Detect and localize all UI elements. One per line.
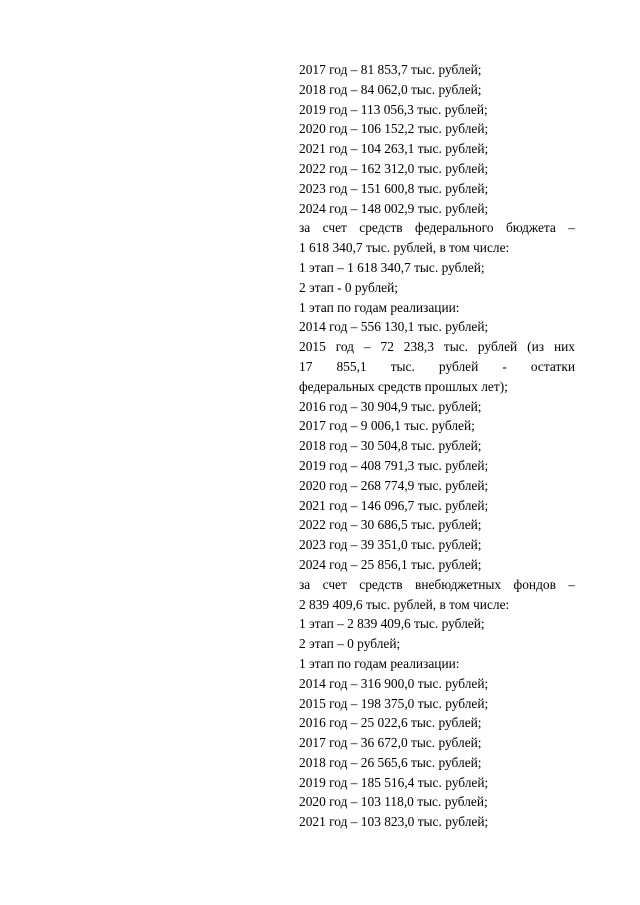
text-line: 2015 год – 198 375,0 тыс. рублей; bbox=[299, 695, 489, 711]
text-line: 2022 год – 30 686,5 тыс. рублей; bbox=[299, 517, 482, 533]
text-line: 2019 год – 408 791,3 тыс. рублей; bbox=[299, 457, 489, 473]
text-line: 2016 год – 30 904,9 тыс. рублей; bbox=[299, 398, 482, 414]
text-line: 2021 год – 103 823,0 тыс. рублей; bbox=[299, 814, 489, 830]
text-line: 2024 год – 25 856,1 тыс. рублей; bbox=[299, 556, 482, 572]
text-line: 2022 год – 162 312,0 тыс. рублей; bbox=[299, 160, 489, 176]
text-line: 1 этап по годам реализации: bbox=[299, 655, 460, 671]
text-line: 2014 год – 316 900,0 тыс. рублей; bbox=[299, 675, 489, 691]
text-line: 1 этап – 1 618 340,7 тыс. рублей; bbox=[299, 259, 485, 275]
text-line: федеральных средств прошлых лет); bbox=[299, 378, 508, 394]
text-line: 1 618 340,7 тыс. рублей, в том числе: bbox=[299, 240, 510, 256]
text-line: за счет средств внебюджетных фондов – bbox=[299, 576, 575, 592]
text-line: 2018 год – 30 504,8 тыс. рублей; bbox=[299, 438, 482, 454]
text-line: 2014 год – 556 130,1 тыс. рублей; bbox=[299, 319, 489, 335]
text-line: за счет средств федерального бюджета – bbox=[299, 220, 575, 236]
text-line: 2021 год – 104 263,1 тыс. рублей; bbox=[299, 141, 489, 157]
text-line: 2018 год – 84 062,0 тыс. рублей; bbox=[299, 81, 482, 97]
text-line: 2021 год – 146 096,7 тыс. рублей; bbox=[299, 497, 489, 513]
text-line: 1 этап – 2 839 409,6 тыс. рублей; bbox=[299, 616, 485, 632]
text-line: 2019 год – 113 056,3 тыс. рублей; bbox=[299, 101, 488, 117]
text-line: 2020 год – 103 118,0 тыс. рублей; bbox=[299, 794, 488, 810]
text-line: 2024 год – 148 002,9 тыс. рублей; bbox=[299, 200, 489, 216]
text-line: 2015 год – 72 238,3 тыс. рублей (из них bbox=[299, 339, 575, 355]
text-line: 2019 год – 185 516,4 тыс. рублей; bbox=[299, 774, 489, 790]
text-line: 2018 год – 26 565,6 тыс. рублей; bbox=[299, 754, 482, 770]
text-line: 2017 год – 36 672,0 тыс. рублей; bbox=[299, 735, 482, 751]
text-line: 2020 год – 106 152,2 тыс. рублей; bbox=[299, 121, 489, 137]
text-line: 2017 год – 9 006,1 тыс. рублей; bbox=[299, 418, 475, 434]
text-line: 2016 год – 25 022,6 тыс. рублей; bbox=[299, 715, 482, 731]
text-line: 2017 год – 81 853,7 тыс. рублей; bbox=[299, 62, 482, 77]
text-line: 1 этап по годам реализации: bbox=[299, 299, 460, 315]
text-line: 2 этап - 0 рублей; bbox=[299, 279, 398, 295]
text-line: 2023 год – 39 351,0 тыс. рублей; bbox=[299, 537, 482, 553]
text-line: 2023 год – 151 600,8 тыс. рублей; bbox=[299, 180, 489, 196]
text-column bbox=[299, 60, 575, 832]
text-line: 2 839 409,6 тыс. рублей, в том числе: bbox=[299, 596, 510, 612]
text-line: 2020 год – 268 774,9 тыс. рублей; bbox=[299, 477, 489, 493]
text-line: 17 855,1 тыс. рублей - остатки bbox=[299, 358, 575, 374]
text-line: 2 этап – 0 рублей; bbox=[299, 636, 401, 652]
